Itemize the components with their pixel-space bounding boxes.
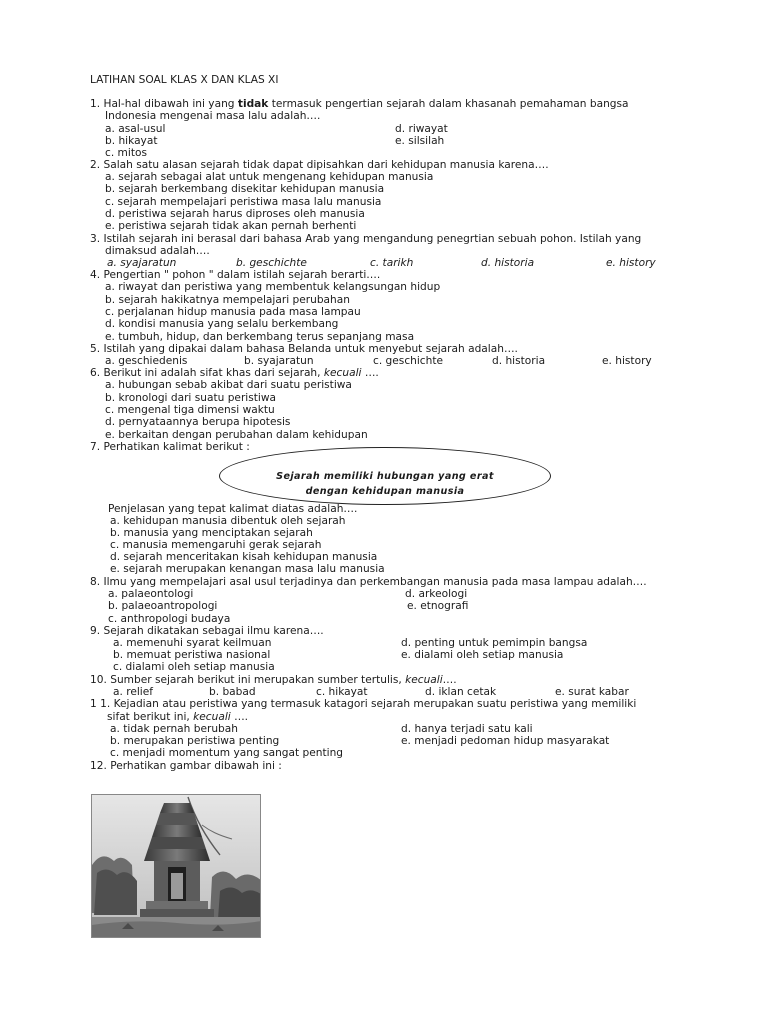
question-2-option-b: b. sejarah berkembang disekitar kehidupan manusia: [105, 183, 385, 195]
question-1-emphasis: tidak: [237, 98, 269, 110]
question-11-kecuali: kecuali: [193, 711, 231, 723]
question-5-option-d: d. historia: [492, 355, 546, 367]
question-5-option-a: a. geschiedenis: [105, 355, 188, 367]
question-10: [90, 674, 457, 686]
question-1-option-e: e. silsilah: [395, 135, 445, 147]
question-3-option-e: e. history: [606, 257, 656, 269]
temple-photo: [91, 794, 261, 938]
question-6: [90, 367, 379, 379]
question-3-continuation: dimaksud adalah….: [105, 245, 210, 257]
question-11-continuation: [107, 711, 248, 723]
question-1-continuation: Indonesia mengenai masa lalu adalah….: [105, 110, 321, 122]
question-9-option-b: b. memuat peristiwa nasional: [113, 649, 271, 661]
question-4-option-b: b. sejarah hakikatnya mempelajari perubahan: [105, 294, 350, 306]
question-4-option-d: d. kondisi manusia yang selalu berkembang: [105, 318, 339, 330]
question-2-option-d: d. peristiwa sejarah harus diproses oleh manusia: [105, 208, 365, 220]
question-12: 12. Perhatikan gambar dibawah ini :: [90, 760, 282, 772]
question-8-option-d: d. arkeologi: [405, 588, 468, 600]
question-6-tail: ….: [361, 367, 379, 379]
question-10-option-c: c. hikayat: [316, 686, 368, 698]
question-11-option-d: d. hanya terjadi satu kali: [401, 723, 533, 735]
question-8-option-c: c. anthropologi budaya: [108, 613, 231, 625]
question-6-option-d: d. pernyataannya berupa hipotesis: [105, 416, 291, 428]
question-10-option-b: b. babad: [209, 686, 256, 698]
question-1-text-end: termasuk pengertian sejarah dalam khasanah pemahaman bangsa: [268, 98, 629, 110]
question-11-option-b: b. merupakan peristiwa penting: [110, 735, 280, 747]
question-9-option-c: c. dialami oleh setiap manusia: [113, 661, 275, 673]
question-1: [90, 98, 629, 110]
question-2-option-c: c. sejarah mempelajari peristiwa masa lalu manusia: [105, 196, 382, 208]
question-10-option-a: a. relief: [113, 686, 154, 698]
question-7-explanation: Penjelasan yang tepat kalimat diatas adalah….: [108, 503, 358, 515]
question-9-option-d: d. penting untuk pemimpin bangsa: [401, 637, 588, 649]
question-3-option-d: d. historia: [481, 257, 535, 269]
question-8: 8. Ilmu yang mempelajari asal usul terjadinya dan perkembangan manusia pada masa lampau adalah….: [90, 576, 647, 588]
question-9: 9. Sejarah dikatakan sebagai ilmu karena….: [90, 625, 324, 637]
question-6-option-c: c. mengenal tiga dimensi waktu: [105, 404, 275, 416]
question-11-option-e: e. menjadi pedoman hidup masyarakat: [401, 735, 610, 747]
question-3-option-c: c. tarikh: [370, 257, 414, 269]
question-6-option-e: e. berkaitan dengan perubahan dalam kehidupan: [105, 429, 368, 441]
question-3: 3. Istilah sejarah ini berasal dari bahasa Arab yang mengandung penegrtian sebuah pohon. Istilah yang: [90, 233, 642, 245]
question-10-tail: ….: [442, 674, 457, 686]
question-11-tail: ….: [230, 711, 249, 723]
question-5: 5. Istilah yang dipakai dalam bahasa Belanda untuk menyebut sejarah adalah….: [90, 343, 518, 355]
question-10-option-e: e. surat kabar: [555, 686, 629, 698]
question-1-option-d: d. riwayat: [395, 123, 448, 135]
question-8-option-b: b. palaeoantropologi: [108, 600, 218, 612]
quote-line-2: dengan kehidupan manusia: [305, 486, 465, 497]
question-7-option-d: d. sejarah menceritakan kisah kehidupan manusia: [110, 551, 378, 563]
question-6-kecuali: kecuali: [323, 367, 362, 379]
question-8-option-e: e. etnografi: [407, 600, 469, 612]
question-6-text: 6. Berikut ini adalah sifat khas dari sejarah,: [90, 367, 324, 379]
question-2-option-a: a. sejarah sebagai alat untuk mengenang kehidupan manusia: [105, 171, 434, 183]
question-1-option-c: c. mitos: [105, 147, 147, 159]
question-2-option-e: e. peristiwa sejarah tidak akan pernah berhenti: [105, 220, 357, 232]
question-11-option-c: c. menjadi momentum yang sangat penting: [110, 747, 344, 759]
question-4-option-c: c. perjalanan hidup manusia pada masa lampau: [105, 306, 361, 318]
question-11-text: sifat berikut ini,: [107, 711, 194, 723]
question-10-text: 10. Sumber sejarah berikut ini merupakan sumber tertulis,: [90, 674, 406, 686]
question-3-option-a: a. syajaratun: [107, 257, 177, 269]
worksheet-title: LATIHAN SOAL KLAS X DAN KLAS XI: [90, 74, 279, 86]
question-10-option-d: d. iklan cetak: [425, 686, 497, 698]
question-1-text: 1. Hal-hal dibawah ini yang: [90, 98, 238, 110]
question-9-option-a: a. memenuhi syarat keilmuan: [113, 637, 272, 649]
question-8-option-a: a. palaeontologi: [108, 588, 194, 600]
question-11: 1 1. Kejadian atau peristiwa yang termasuk katagori sejarah merupakan suatu peristiwa yang memiliki: [90, 698, 637, 710]
question-4-option-a: a. riwayat dan peristiwa yang membentuk kelangsungan hidup: [105, 281, 441, 293]
question-9-option-e: e. dialami oleh setiap manusia: [401, 649, 564, 661]
question-2: 2. Salah satu alasan sejarah tidak dapat dipisahkan dari kehidupan manusia karena….: [90, 159, 549, 171]
question-4: 4. Pengertian " pohon " dalam istilah sejarah berarti….: [90, 269, 381, 281]
question-7-option-b: b. manusia yang menciptakan sejarah: [110, 527, 313, 539]
question-7-option-c: c. manusia memengaruhi gerak sejarah: [110, 539, 322, 551]
question-7-option-e: e. sejarah merupakan kenangan masa lalu manusia: [110, 563, 385, 575]
question-5-option-b: b. syajaratun: [244, 355, 314, 367]
question-6-option-b: b. kronologi dari suatu peristiwa: [105, 392, 277, 404]
question-10-kecuali: kecuali: [405, 674, 443, 686]
question-4-option-e: e. tumbuh, hidup, dan berkembang terus sepanjang masa: [105, 331, 415, 343]
question-6-option-a: a. hubungan sebab akibat dari suatu peristiwa: [105, 379, 352, 391]
question-5-option-c: c. geschichte: [373, 355, 444, 367]
question-3-option-b: b. geschichte: [236, 257, 307, 269]
question-7: 7. Perhatikan kalimat berikut :: [90, 441, 250, 453]
quote-line-1: Sejarah memiliki hubungan yang erat: [276, 471, 494, 482]
question-1-option-b: b. hikayat: [105, 135, 158, 147]
question-1-option-a: a. asal-usul: [105, 123, 166, 135]
question-11-option-a: a. tidak pernah berubah: [110, 723, 238, 735]
question-7-option-a: a. kehidupan manusia dibentuk oleh sejarah: [110, 515, 346, 527]
question-5-option-e: e. history: [602, 355, 652, 367]
